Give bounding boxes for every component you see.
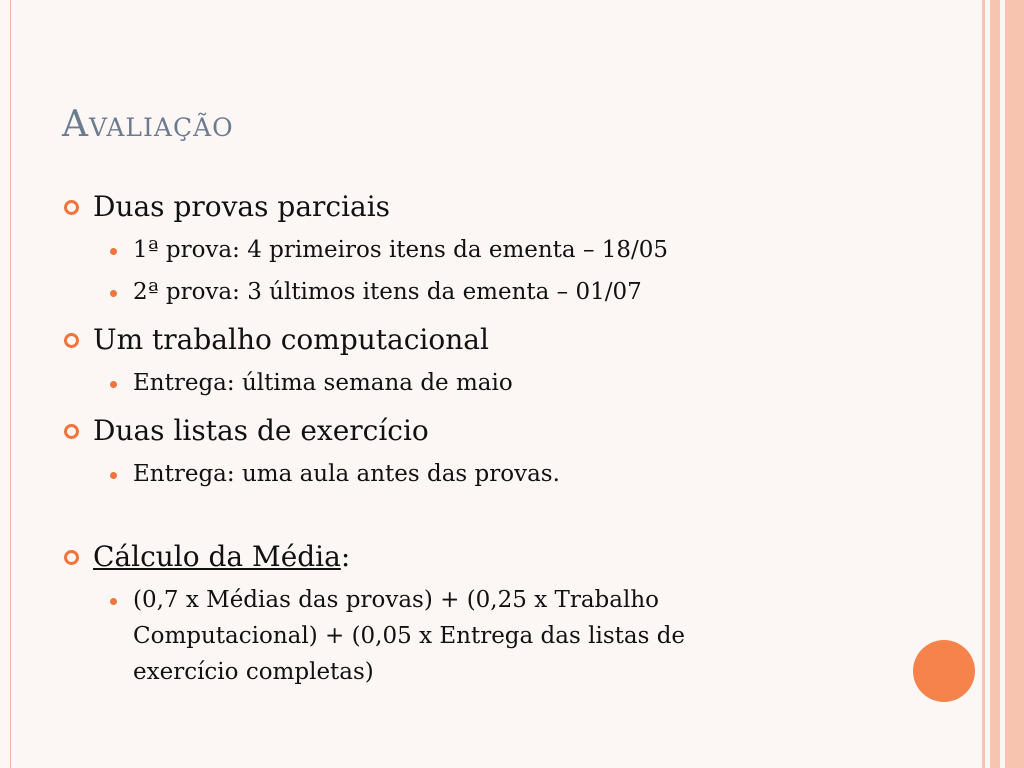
- ring-bullet-icon: [64, 550, 79, 565]
- right-border-stripe: [990, 0, 1000, 768]
- right-border-stripe: [1005, 0, 1024, 768]
- dot-bullet-icon: [110, 381, 117, 388]
- bullet-list: [64, 190, 804, 690]
- ring-bullet-icon: [64, 333, 79, 348]
- bullet-item: [64, 323, 804, 357]
- bullet-item: [64, 190, 804, 224]
- bullet-text: Duas provas parciais: [93, 190, 391, 223]
- bullet-item: [64, 414, 804, 448]
- dot-bullet-icon: [110, 290, 117, 297]
- ring-bullet-icon: [64, 424, 79, 439]
- bullet-text-underlined: Cálculo da Média: [93, 540, 341, 573]
- dot-bullet-icon: [110, 472, 117, 479]
- bullet-text: Duas listas de exercício: [93, 414, 429, 447]
- bullet-text-suffix: :: [340, 540, 351, 573]
- sub-bullet-text: 2ª prova: 3 últimos itens da ementa – 01/07: [133, 279, 642, 305]
- sub-bullet-text: Entrega: uma aula antes das provas.: [133, 461, 560, 487]
- bullet-item: [64, 540, 804, 574]
- sub-bullet-item: [93, 274, 804, 310]
- sub-bullet-text: 1ª prova: 4 primeiros itens da ementa – 18/05: [133, 237, 669, 263]
- decorative-circle: [913, 640, 975, 702]
- right-border-stripe: [982, 0, 985, 768]
- slide-title: Avaliação: [62, 104, 234, 145]
- dot-bullet-icon: [110, 598, 117, 605]
- bullet-text: Um trabalho computacional: [93, 323, 489, 356]
- sub-bullet-item: [93, 582, 783, 690]
- dot-bullet-icon: [110, 248, 117, 255]
- left-border-line: [10, 0, 11, 768]
- ring-bullet-icon: [64, 200, 79, 215]
- sub-bullet-item: [93, 232, 804, 268]
- sub-bullet-item: [93, 365, 804, 401]
- sub-bullet-item: [93, 456, 804, 492]
- sub-bullet-text: Entrega: última semana de maio: [133, 370, 513, 396]
- sub-bullet-text: (0,7 x Médias das provas) + (0,25 x Trabalho Computacional) + (0,05 x Entrega das listas de exercício completas): [133, 587, 686, 685]
